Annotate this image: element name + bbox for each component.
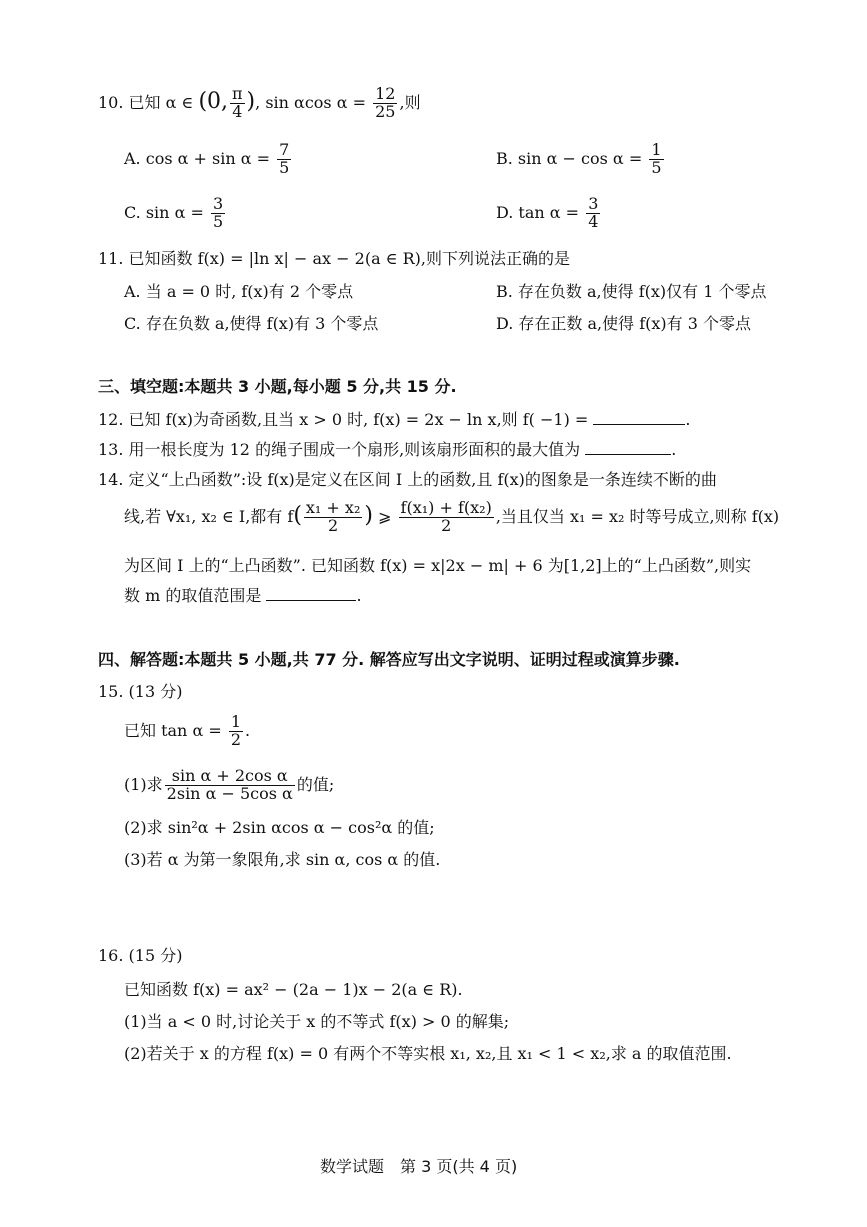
q15-given-end: . xyxy=(245,720,251,740)
q14-frac1-num: x₁ + x₂ xyxy=(305,498,361,517)
q10-stem-den: 25 xyxy=(375,101,396,121)
q10-stem xyxy=(98,86,421,121)
q13 xyxy=(98,440,676,459)
q10-d-num: 3 xyxy=(588,194,599,213)
q10-option-c xyxy=(124,196,227,231)
q13-end: . xyxy=(671,440,677,459)
q10-interval-close: ) xyxy=(246,88,256,114)
q10-a-num: 7 xyxy=(279,140,290,159)
q16-given: 已知函数 f(x) = ax² − (2a − 1)x − 2(a ∈ R). xyxy=(124,980,463,999)
q14-frac2-num: f(x₁) + f(x₂) xyxy=(400,498,492,517)
q12-end: . xyxy=(685,410,691,429)
q14-answer-blank xyxy=(266,600,356,601)
q14-line-2: 线,若 ∀x₁, x₂ ∈ I,都有 f( $\frac{\text{x₁ + x₂}}{2}$ ) ⩾ $\frac{\text{f(x₁) + f(x₂)}}{2}$ ,当且仅当 x₁ = x₂ 时等号成立,则称 f(x) xyxy=(124,498,780,535)
q14-ge-sign: ⩾ xyxy=(378,506,392,526)
q11-option-c: C. 存在负数 a,使得 f(x)有 3 个零点 xyxy=(124,314,379,333)
q11-option-b: B. 存在负数 a,使得 f(x)仅有 1 个零点 xyxy=(496,282,767,301)
q14-line-3: 为区间 I 上的“上凸函数”. 已知函数 f(x) = x|2x − m| + 6 为[1,2]上的“上凸函数”,则实 xyxy=(124,556,752,575)
q15-p1-den: 2sin α − 5cos α xyxy=(166,783,293,803)
q10-stem-suffix: ,则 xyxy=(399,92,421,112)
q15-given-den: 2 xyxy=(230,729,242,749)
q16-header: 16. (15 分) xyxy=(98,946,183,965)
q14-line-4 xyxy=(124,586,362,605)
q14-end: . xyxy=(356,586,362,605)
q15-p1-num: sin α + 2cos α xyxy=(171,766,288,785)
q10-stem-prefix: 10. 已知 α ∈ xyxy=(98,92,194,112)
q12 xyxy=(98,410,691,429)
q15-p1-prefix: (1)求 xyxy=(124,774,163,794)
q10-stem-mid: , sin αcos α = xyxy=(255,92,367,112)
section-3-heading: 三、填空题:本题共 3 小题,每小题 5 分,共 15 分. xyxy=(98,377,457,396)
q14-frac2-den: 2 xyxy=(399,517,494,535)
q10-option-a xyxy=(124,142,293,177)
q10-a-text: A. cos α + sin α = xyxy=(124,148,271,168)
q10-c-den: 5 xyxy=(212,211,224,231)
page-footer: 数学试题 第 3 页(共 4 页) xyxy=(320,1157,518,1176)
q15-given-text: 已知 tan α = xyxy=(124,720,222,740)
q12-text: 12. 已知 f(x)为奇函数,且当 x > 0 时, f(x) = 2x − ln x,则 f( −1) = xyxy=(98,410,589,429)
q13-answer-blank xyxy=(585,454,671,455)
q15-part-3: (3)若 α 为第一象限角,求 sin α, cos α 的值. xyxy=(124,850,441,869)
q10-d-text: D. tan α = xyxy=(496,202,580,222)
q11-stem: 11. 已知函数 f(x) = |ln x| − ax − 2(a ∈ R),则下列说法正确的是 xyxy=(98,249,571,268)
q10-b-text: B. sin α − cos α = xyxy=(496,148,643,168)
q15-p1-suffix: 的值; xyxy=(296,774,335,794)
q10-c-text: C. sin α = xyxy=(124,202,204,222)
q10-interval-num: π xyxy=(232,84,243,103)
q10-b-den: 5 xyxy=(651,157,662,177)
q10-stem-num: 12 xyxy=(375,84,396,103)
q14-line-4-text: 数 m 的取值范围是 xyxy=(124,586,262,605)
q10-interval-den: 4 xyxy=(230,103,245,121)
q15-part-1 xyxy=(124,768,334,803)
q11-option-a: A. 当 a = 0 时, f(x)有 2 个零点 xyxy=(124,282,354,301)
section-4-heading: 四、解答题:本题共 5 小题,共 77 分. 解答应写出文字说明、证明过程或演算步骤. xyxy=(98,650,680,669)
q16-part-2: (2)若关于 x 的方程 f(x) = 0 有两个不等实根 x₁, x₂,且 x₁ < 1 < x₂,求 a 的取值范围. xyxy=(124,1044,732,1063)
q14-line-2-suffix: ,当且仅当 x₁ = x₂ 时等号成立,则称 f(x) xyxy=(495,506,780,526)
q10-b-num: 1 xyxy=(651,140,662,159)
q15-header: 15. (13 分) xyxy=(98,682,183,701)
q14-line-2-prefix: 线,若 ∀x₁, x₂ ∈ I,都有 f xyxy=(124,506,294,526)
q16-part-1: (1)当 a < 0 时,讨论关于 x 的不等式 f(x) > 0 的解集; xyxy=(124,1012,510,1031)
q15-part-2: (2)求 sin²α + 2sin αcos α − cos²α 的值; xyxy=(124,818,435,837)
q14-frac1-den: 2 xyxy=(304,517,362,535)
q10-option-b xyxy=(496,142,666,177)
q12-answer-blank xyxy=(593,424,685,425)
q10-option-d xyxy=(496,196,602,231)
q13-text: 13. 用一根长度为 12 的绳子围成一个扇形,则该扇形面积的最大值为 xyxy=(98,440,581,459)
q15-given-num: 1 xyxy=(230,712,242,731)
q11-option-d: D. 存在正数 a,使得 f(x)有 3 个零点 xyxy=(496,314,752,333)
q10-d-den: 4 xyxy=(588,211,599,231)
q14-line-1: 14. 定义“上凸函数”:设 f(x)是定义在区间 I 上的函数,且 f(x)的图象是一条连续不断的曲 xyxy=(98,470,717,489)
q10-a-den: 5 xyxy=(279,157,290,177)
q15-given xyxy=(124,714,250,749)
q10-interval-open: (0, xyxy=(198,88,229,114)
q10-c-num: 3 xyxy=(212,194,224,213)
